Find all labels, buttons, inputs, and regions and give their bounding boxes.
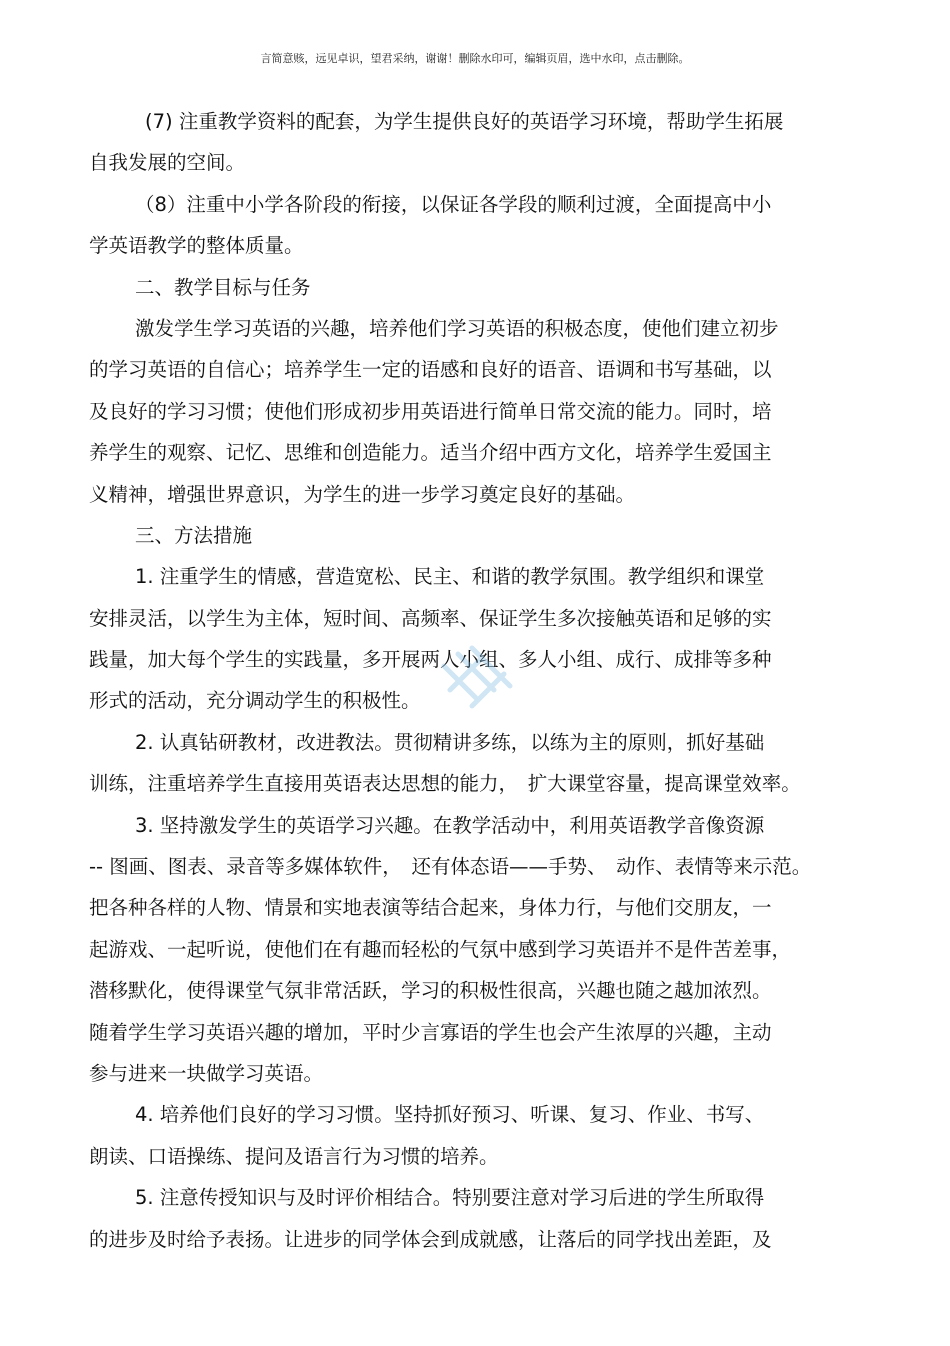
text-line: 安排灵活，以学生为主体，短时间、高频率、保证学生多次接触英语和足够的实: [89, 606, 772, 630]
text-line: 践量，加大每个学生的实践量，多开展两人小组、多人小组、成行、成排等多种: [89, 648, 772, 672]
text-line: 义精神，增强世界意识，为学生的进一步学习奠定良好的基础。: [89, 482, 636, 506]
text-line: （8）注重中小学各阶段的衔接，以保证各学段的顺利过渡，全面提高中小: [135, 192, 772, 216]
text-line: 5. 注意传授知识与及时评价相结合。特别要注意对学习后进的学生所取得: [135, 1186, 765, 1210]
text-line: 3. 坚持激发学生的英语学习兴趣。在教学活动中，利用英语教学音像资源: [135, 813, 765, 837]
text-line: 1. 注重学生的情感，营造宽松、民主、和谐的教学氛围。教学组织和课堂: [135, 565, 765, 589]
text-line: 训练，注重培养学生直接用英语表达思想的能力， 扩大课堂容量，提高课堂效率。: [89, 772, 801, 796]
text-line: (7) 注重教学资料的配套，为学生提供良好的英语学习环境，帮助学生拓展: [145, 110, 784, 133]
text-line: 的学习英语的自信心；培养学生一定的语感和良好的语音、语调和书写基础，以: [89, 358, 772, 382]
text-line: -- 图画、图表、录音等多媒体软件， 还有体态语——手势、 动作、表情等来示范。: [89, 855, 812, 879]
page-header-notice: 言简意赅，远见卓识，望君采纳，谢谢！删除水印可，编辑页眉，选中水印，点击删除。: [260, 52, 690, 65]
text-line: 随着学生学习英语兴趣的增加，平时少言寡语的学生也会产生浓厚的兴趣，主动: [89, 1020, 772, 1044]
text-line: 二、教学目标与任务: [135, 275, 311, 299]
text-line: 参与进来一块做学习英语。: [89, 1061, 324, 1085]
text-line: 4. 培养他们良好的学习习惯。坚持抓好预习、听课、复习、作业、书写、: [135, 1103, 765, 1127]
text-line: 养学生的观察、记忆、思维和创造能力。适当介绍中西方文化，培养学生爱国主: [89, 441, 772, 465]
text-line: 自我发展的空间。: [89, 151, 246, 175]
text-line: 2. 认真钻研教材，改进教法。贯彻精讲多练，以练为主的原则，抓好基础: [135, 730, 765, 754]
text-line: 把各种各样的人物、情景和实地表演等结合起来，身体力行，与他们交朋友，一: [89, 896, 772, 920]
text-line: 起游戏、一起听说，使他们在有趣而轻松的气氛中感到学习英语并不是件苦差事，: [89, 937, 792, 961]
text-line: 的进步及时给予表扬。让进步的同学体会到成就感，让落后的同学找出差距，及: [89, 1227, 772, 1251]
text-line: 朗读、口语操练、提问及语言行为习惯的培养。: [89, 1144, 499, 1168]
watermark-stamp-icon[interactable]: [432, 640, 524, 720]
text-line: 学英语教学的整体质量。: [89, 234, 304, 258]
text-line: 潜移默化，使得课堂气氛非常活跃，学习的积极性很高，兴趣也随之越加浓烈。: [89, 979, 772, 1003]
text-line: 形式的活动，充分调动学生的积极性。: [89, 689, 421, 713]
text-line: 激发学生学习英语的兴趣，培养他们学习英语的积极态度，使他们建立初步: [135, 316, 779, 340]
text-line: 三、方法措施: [135, 523, 253, 547]
text-line: 及良好的学习习惯；使他们形成初步用英语进行简单日常交流的能力。同时，培: [89, 399, 772, 423]
